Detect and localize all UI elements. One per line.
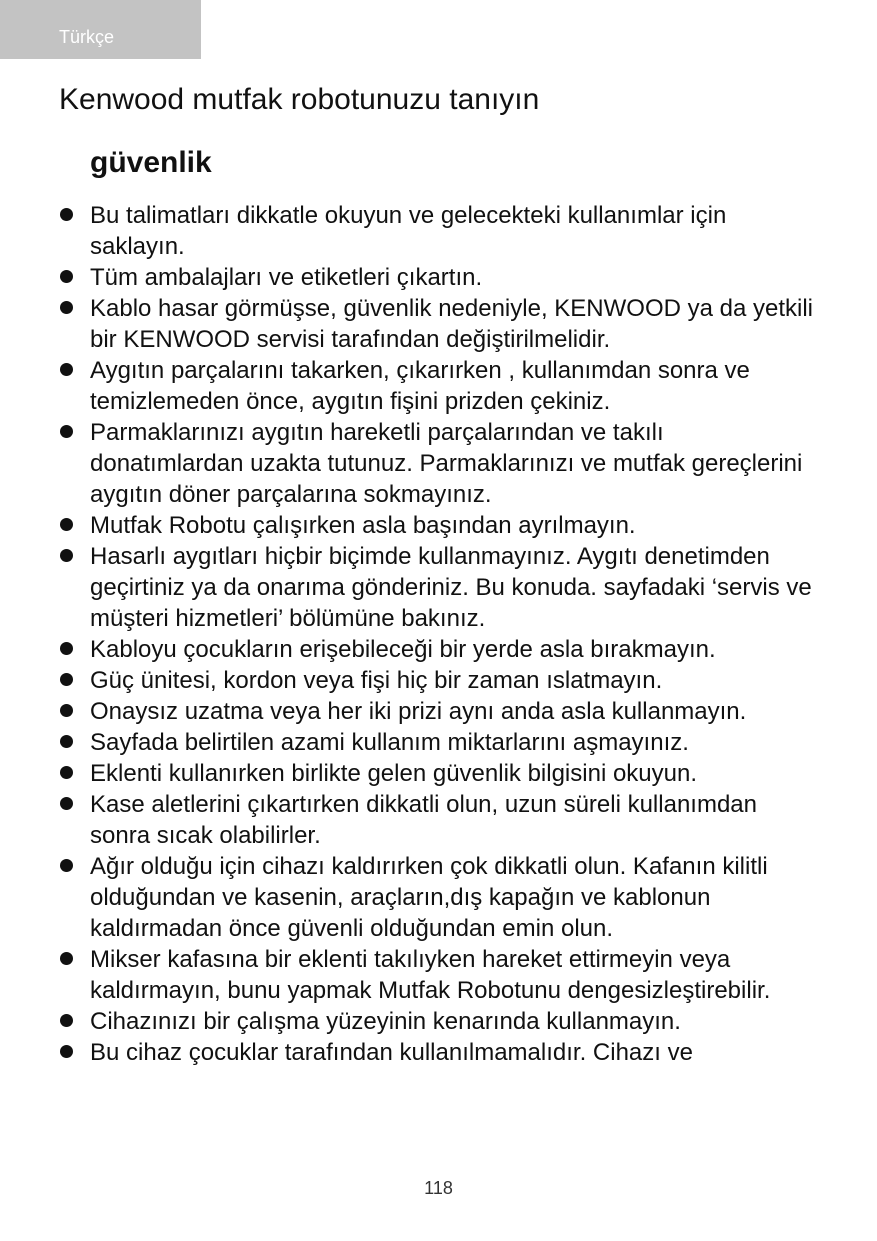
list-item (58, 696, 818, 727)
list-item-text: Kase aletlerini çıkartırken dikkatli olun, uzun süreli kullanımdan sonra sıcak olabilirler. (90, 791, 757, 849)
bullet-icon (60, 425, 73, 438)
list-item-text: Bu talimatları dikkatle okuyun ve gelecekteki kullanımlar için saklayın. (90, 202, 727, 260)
list-item (58, 851, 818, 944)
bullet-icon (60, 859, 73, 872)
bullet-icon (60, 208, 73, 221)
list-item-text: Kablo hasar görmüşse, güvenlik nedeniyle, KENWOOD ya da yetkili bir KENWOOD servisi tarafından değiştirilmelidir. (90, 295, 813, 353)
list-item-text: Güç ünitesi, kordon veya fişi hiç bir zaman ıslatmayın. (90, 667, 663, 694)
bullet-icon (60, 704, 73, 717)
list-item (58, 944, 818, 1006)
bullet-icon (60, 518, 73, 531)
list-item (58, 789, 818, 851)
list-item (58, 200, 818, 262)
list-item-text: Mutfak Robotu çalışırken asla başından ayrılmayın. (90, 512, 636, 539)
section-heading: güvenlik (90, 146, 212, 179)
page-title: Kenwood mutfak robotunuzu tanıyın (59, 83, 540, 116)
safety-list (58, 200, 818, 1068)
bullet-icon (60, 1014, 73, 1027)
list-item-text: Mikser kafasına bir eklenti takılıyken hareket ettirmeyin veya kaldırmayın, bunu yapmak Mutfak Robotunu dengesizleştirebilir. (90, 946, 771, 1004)
bullet-icon (60, 1045, 73, 1058)
list-item-text: Cihazınızı bir çalışma yüzeyinin kenarında kullanmayın. (90, 1008, 681, 1035)
list-item (58, 634, 818, 665)
list-item (58, 727, 818, 758)
list-item (58, 262, 818, 293)
bullet-icon (60, 673, 73, 686)
list-item (58, 1006, 818, 1037)
list-item-text: Kabloyu çocukların erişebileceği bir yerde asla bırakmayın. (90, 636, 716, 663)
list-item-text: Sayfada belirtilen azami kullanım miktarlarını aşmayınız. (90, 729, 689, 756)
bullet-icon (60, 952, 73, 965)
list-item (58, 541, 818, 634)
list-item-text: Eklenti kullanırken birlikte gelen güvenlik bilgisini okuyun. (90, 760, 697, 787)
list-item-text: Bu cihaz çocuklar tarafından kullanılmamalıdır. Cihazı ve (90, 1039, 693, 1066)
list-item-text: Aygıtın parçalarını takarken, çıkarırken , kullanımdan sonra ve temizlemeden önce, aygıtın fişini prizden çekiniz. (90, 357, 750, 415)
bullet-icon (60, 642, 73, 655)
list-item-text: Ağır olduğu için cihazı kaldırırken çok dikkatli olun. Kafanın kilitli olduğundan ve kasenin, araçların,dış kapağın ve kablonun kaldırmadan önce güvenli olduğundan emin olun. (90, 853, 768, 942)
bullet-icon (60, 766, 73, 779)
list-item (58, 355, 818, 417)
list-item (58, 1037, 818, 1068)
bullet-icon (60, 363, 73, 376)
list-item (58, 293, 818, 355)
list-item (58, 665, 818, 696)
list-item (58, 758, 818, 789)
bullet-icon (60, 301, 73, 314)
list-item-text: Parmaklarınızı aygıtın hareketli parçalarından ve takılı donatımlardan uzakta tutunuz. Parmaklarınızı ve mutfak gereçlerini aygıtın döner parçalarına sokmayınız. (90, 419, 803, 508)
language-tab-label: Türkçe (59, 27, 115, 47)
list-item (58, 417, 818, 510)
bullet-icon (60, 549, 73, 562)
list-item-text: Hasarlı aygıtları hiçbir biçimde kullanmayınız. Aygıtı denetimden geçirtiniz ya da onarıma gönderiniz. Bu konuda. sayfadaki ‘servis ve müşteri hizmetleri’ bölümüne bakınız. (90, 543, 812, 632)
list-item-text: Onaysız uzatma veya her iki prizi aynı anda asla kullanmayın. (90, 698, 747, 725)
bullet-icon (60, 270, 73, 283)
page-number: 118 (424, 1178, 453, 1198)
list-item (58, 510, 818, 541)
bullet-icon (60, 735, 73, 748)
list-item-text: Tüm ambalajları ve etiketleri çıkartın. (90, 264, 483, 291)
language-tab (0, 0, 201, 59)
bullet-icon (60, 797, 73, 810)
